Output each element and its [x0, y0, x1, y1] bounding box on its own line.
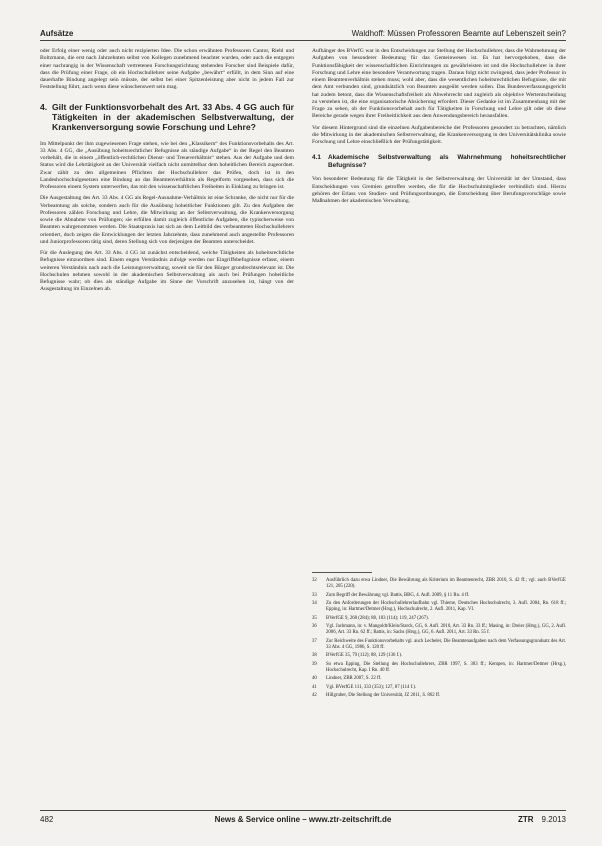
footnote-number: 39 — [312, 661, 317, 667]
footnotes-block — [312, 566, 566, 806]
footnote — [312, 662, 566, 674]
footnote — [312, 639, 566, 651]
footnote-text: Hillgruber, Die Stellung der Universität, JZ 2011, S. 862 ff. — [326, 693, 441, 699]
footnote-number: 37 — [312, 638, 317, 644]
footnote-text: Ausführlich dazu etwa Lindner, Die Bewährung als Kriterium im Beamtenrecht, ZBR 2010, S. 42 ff.; vgl. auch BVerfGE 121, 205 (220). — [326, 578, 566, 590]
footnote-number: 36 — [312, 624, 317, 630]
body-paragraph: Für die Auslegung des Art. 33 Abs. 4 GG ist zunächst entscheidend, welche Tätigkeiten als hoheitsrechtliche Befugnisse einzuordnen sind. Einem engen Verständnis zufolge werden nur Eingriffsbefugnisse erfasst, einem weiteren Verständnis nach auch die Leistungsverwaltung, soweit sie für den Bürger grundrechtsrelevant ist. Die Hochschulen nehmen sowohl in der akademischen Selbstverwaltung als auch bei Prüfungen hoheitliche Befugnisse wahr; ob dies als ständige Aufgabe im Sinne der Vorschrift anzusehen ist, hängt von der Ausgestaltung im Einzelnen ab. — [40, 250, 294, 293]
footnote-number: 35 — [312, 615, 317, 621]
footnote-text: So etwa Epping, Die Stellung des Hochschullehrers, ZBR 1997, S. 383 ff.; Kempen, in: Hartmer/Detmer (Hrsg.), Hochschulrecht, Kap. I Rn. 40 ff. — [326, 661, 566, 673]
section-label: Aufsätze — [40, 29, 74, 38]
body-paragraph: Im Mittelpunkt der ihm zugewiesenen Frage stehen, wie bei den „Klassikern“ des Funktionsvorbehalts des Art. 33 Abs. 4 GG, die „Ausübung hoheitsrechtlicher Befugnisse als ständige Aufgabe“ in der Regel den Beamten vorbehält, die in einem „öffentlich-rechtlichen Dienst- und Treueverhältnis“ stehen. Aus der Aufgabe und dem Status wird die Lehrtätigkeit an der Universität vielfach nicht unmittelbar dem hoheitlichen Bereich zugeordnet. Zwar zählt zu den allgemeinen Pflichten der Hochschullehrer das Prüfen, doch ist in den Landeshochschulgesetzen eine Bindung an das Beamtenverhältnis als Regelform vorgesehen, dass sich die Professoren einem System unterwerfen, das mit den wissenschaftlichen Freiheiten in Einklang zu bringen ist. — [40, 140, 294, 191]
right-column — [312, 48, 566, 558]
footnote-text: Zum Begriff der Bewährung vgl. Battis, BBG, 4. Aufl. 2009, § 11 Rn. 4 ff. — [326, 592, 470, 598]
footnote — [312, 624, 566, 636]
footnote-text: Zu den Anforderungen der Hochschullehrerlaufbahn vgl. Thieme, Deutsches Hochschulrecht, 3. Aufl. 2004, Rn. 618 ff.; Epping, in: Hartmer/Detmer (Hrsg.), Hochschulrecht, 2. Aufl. 2011, Kap. VI. — [326, 601, 566, 613]
footnote-number: 38 — [312, 653, 317, 659]
footnote — [312, 653, 566, 659]
subsection-title: Akademische Selbstverwaltung als Wahrnehmung hoheitsrechtlicher Befugnisse? — [328, 154, 566, 170]
page-number: 482 — [40, 815, 54, 824]
section-title: Gilt der Funktionsvorbehalt des Art. 33 Abs. 4 GG auch für Tätigkeiten in der akademischen Selbstverwaltung, der Krankenversorgung sowie Forschung und Lehre? — [52, 101, 294, 133]
footnote-text: BVerfGE 35, 79 (112); 88, 129 (136 f.). — [326, 653, 403, 659]
footnote-number: 34 — [312, 601, 317, 607]
body-paragraph: Die Ausgestaltung des Art. 33 Abs. 4 GG als Regel-Ausnahme-Verhältnis ist eine Schranke, die nicht nur für die Verbeamtung als solche, sondern auch für die Ausübung hoheitlicher Funktionen gilt. Zu den Aufgaben der Professoren zählen Forschung und Lehre, die Mitwirkung an der Selbstverwaltung, die Krankenversorgung sowie die Abnahme von Prüfungen; sie erfüllen damit zugleich öffentliche Aufgaben, die typischerweise von Beamten wahrgenommen werden. Die Staatspraxis hat sich an dem Leitbild des verbeamteten Hochschullehrers orientiert, doch zeigen die Entwicklungen der letzten Jahrzehnte, dass zunehmend auch angestellte Professoren und Juniorprofessoren tätig sind, deren Stellung sich von derjenigen der Beamten unterscheidet. — [40, 195, 294, 245]
subsection-paragraph: Von besonderer Bedeutung für die Tätigkeit in der Selbstverwaltung der Universität ist der Umstand, dass Entscheidungen von Gremien getroffen werden, die für die Hochschulmitglieder verbindlich sind. Hierzu gehören der Erlass von Studien- und Prüfungsordnungen, die Entscheidung über Berufungsvorschläge sowie Maßnahmen der akademischen Verwaltung. — [312, 176, 566, 204]
footnote — [312, 578, 566, 590]
footnote — [312, 693, 566, 699]
body-paragraph: Vor diesem Hintergrund sind die einzelnen Aufgabenbereiche der Professoren gesondert zu betrachten, nämlich die Mitwirkung in der akademischen Selbstverwaltung, die Krankenversorgung in den Universitätsklinika sowie Forschung und Lehre einschließlich der Prüfungstätigkeit. — [312, 124, 566, 145]
issue-number: 9.2013 — [541, 815, 566, 824]
journal-abbr: ZTR — [517, 815, 534, 824]
footer-website: News & Service online – www.ztr-zeitschrift.de — [214, 815, 392, 824]
intro-paragraph: oder Erfolg einer wenig oder auch nicht rezipierten Idee. Die schon erwähnten Professoren Cantor, Riebl und Boltzmann, die erst nach Jahrzehnten selbst von Kollegen zunehmend beachtet wurden, oder auch die entgegen einer nachrangig in der Wissenschaft vertretenen Forschungsrichtung stehenden Forscher sind Beispiele dafür, dass die Prüfung einer Frage, ob ein Hochschullehrer seine Aufgabe „bewährt“ erfüllt, in dem Sinn auf eine dauerhafte Bindung angelegt sein müsste, der selbst bei einer Spitzenleistung aber nicht in jedem Fall zur Feststellung führt, auch wenn diese wünschenswert sein mag. — [40, 48, 294, 91]
footnote — [312, 685, 566, 691]
footnote — [312, 601, 566, 613]
footnote-text: BVerfGE 9, 268 (284); 88, 103 (114); 119, 247 (267). — [326, 615, 429, 621]
section-heading — [40, 102, 294, 133]
footnote-text: Zur Reichweite des Funktionsvorbehalts vgl. auch Lecheler, Die Beamtenaufgaben nach dem Verfassungsgrundsatz des Art. 33 Abs. 4 GG, 1986, S. 120 ff. — [326, 638, 566, 650]
footnote-number: 32 — [312, 578, 317, 583]
subsection-heading — [312, 154, 566, 170]
footnote-rule — [312, 572, 372, 573]
body-paragraph: Aufhänger des BVerfG war in den Entscheidungen zur Stellung der Hochschullehrer, dass die Wahrnehmung der Aufgaben von besonderer Bedeutung für das Gemeinwesen ist. Es hat hervorgehoben, dass die Funktionsfähigkeit der wissenschaftlichen Einrichtungen zu gewährleisten ist und die Hochschullehrer in ihrer Forschung und Lehre eine besondere Verantwortung tragen. Daraus folgt nicht zwingend, dass jeder Professor in einem Beamtenverhältnis stehen muss; wohl aber, dass die wesentlichen hoheitsrechtlichen Befugnisse, die mit dem Amt verbunden sind, grundsätzlich von Beamten ausgeübt werden sollen. Das Bundesverfassungsgericht hat zudem betont, dass die Wissenschaftsfreiheit als Abwehrrecht und zugleich als objektive Wertentscheidung zu verstehen ist, die eine organisatorische Absicherung erfordert. Dieser Gedanke ist im Zusammenhang mit der Frage zu sehen, ob der Funktionsvorbehalt auch für Tätigkeiten in Forschung und Lehre gilt oder ob diese Bereiche gerade wegen ihrer Freiheitlichkeit aus dem Anwendungsbereich herausfallen. — [312, 48, 566, 120]
running-title: Waldhoff: Müssen Professoren Beamte auf Lebenszeit sein? — [351, 29, 566, 38]
footnote-text: Vgl. BVerfGE 111, 333 (353); 127, 87 (114 f.). — [326, 684, 417, 690]
running-header — [40, 26, 566, 41]
footnote-number: 40 — [312, 676, 317, 682]
section-number: 4. — [40, 101, 48, 112]
footnote-list — [312, 578, 566, 699]
footnote-text: Lindner, ZBR 2007, S. 22 ff. — [326, 676, 382, 682]
footnote — [312, 616, 566, 622]
footnote-number: 41 — [312, 684, 317, 690]
subsection-number: 4.1 — [312, 154, 321, 162]
page-footer — [40, 810, 566, 825]
footnote-number: 33 — [312, 592, 317, 598]
footnote — [312, 676, 566, 682]
footnote — [312, 593, 566, 599]
footnote-number: 42 — [312, 693, 317, 699]
journal-issue — [518, 815, 566, 824]
footnote-text: Vgl. Jachmann, in: v. Mangoldt/Klein/Starck, GG, 6. Aufl. 2010, Art. 33 Rn. 33 ff.; Masing, in: Dreier (Hrsg.), GG, 2. Aufl. 2006, Art. 33 Rn. 62 ff.; Battis, in: Sachs (Hrsg.), GG, 6. Aufl. 2011, Art. 33 Rn. 55 f. — [326, 624, 566, 636]
left-column — [40, 48, 294, 806]
